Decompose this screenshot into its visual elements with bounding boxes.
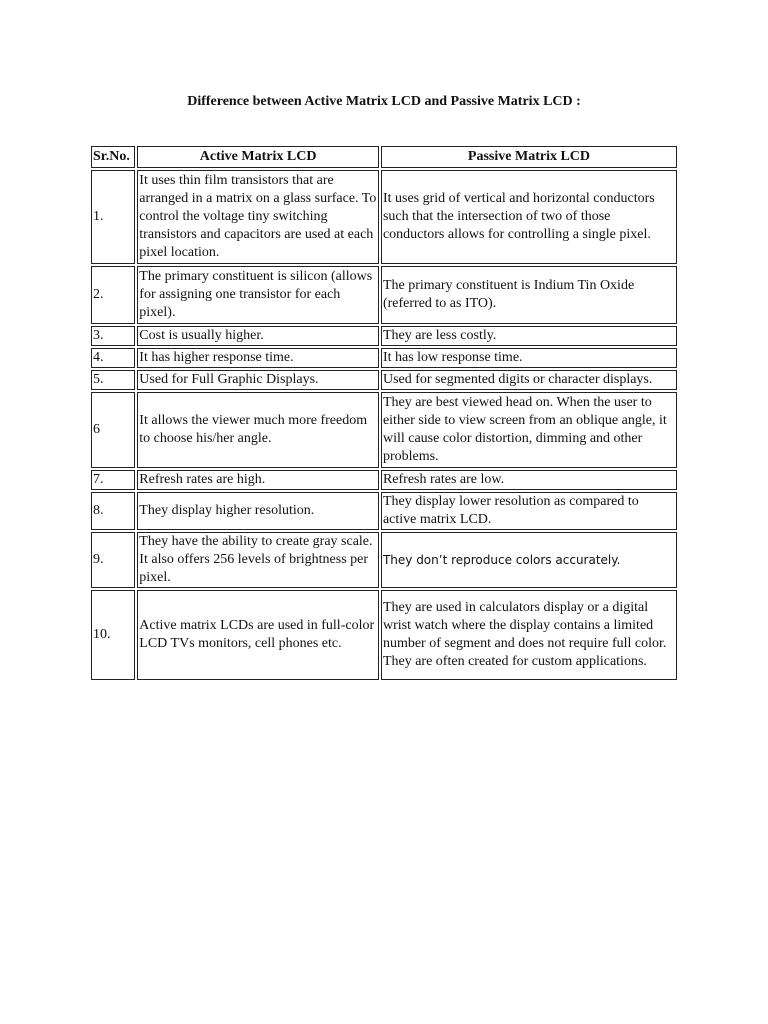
table-row bbox=[91, 470, 677, 490]
row-number: 9. bbox=[91, 532, 135, 588]
passive-cell: They are used in calculators display or a digital wrist watch where the display contains a limited number of segment and does not require full color. They are often created for custom applications. bbox=[381, 590, 677, 680]
active-cell: The primary constituent is silicon (allows for assigning one transistor for each pixel). bbox=[137, 266, 379, 324]
row-number: 10. bbox=[91, 590, 135, 680]
table-row bbox=[91, 532, 677, 588]
active-cell: It uses thin film transistors that are arranged in a matrix on a glass surface. To control the voltage tiny switching transistors and capacitors are used at each pixel location. bbox=[137, 170, 379, 264]
passive-cell: It uses grid of vertical and horizontal conductors such that the intersection of two of those conductors allows for controlling a single pixel. bbox=[381, 170, 677, 264]
active-cell: They display higher resolution. bbox=[137, 492, 379, 530]
active-cell: Refresh rates are high. bbox=[137, 470, 379, 490]
passive-cell: Refresh rates are low. bbox=[381, 470, 677, 490]
active-cell: They have the ability to create gray scale. It also offers 256 levels of brightness per pixel. bbox=[137, 532, 379, 588]
header-passive-matrix: Passive Matrix LCD bbox=[381, 146, 677, 168]
passive-cell: They don’t reproduce colors accurately. bbox=[381, 532, 677, 588]
active-cell: Cost is usually higher. bbox=[137, 326, 379, 346]
passive-cell: They display lower resolution as compared to active matrix LCD. bbox=[381, 492, 677, 530]
passive-cell: The primary constituent is Indium Tin Oxide (referred to as ITO). bbox=[381, 266, 677, 324]
passive-cell: It has low response time. bbox=[381, 348, 677, 368]
table-header-row bbox=[91, 146, 677, 168]
row-number: 1. bbox=[91, 170, 135, 264]
table-row bbox=[91, 590, 677, 680]
row-number: 3. bbox=[91, 326, 135, 346]
table-row bbox=[91, 326, 677, 346]
passive-cell: Used for segmented digits or character displays. bbox=[381, 370, 677, 390]
active-cell: Used for Full Graphic Displays. bbox=[137, 370, 379, 390]
active-cell: It allows the viewer much more freedom to choose his/her angle. bbox=[137, 392, 379, 468]
table-row bbox=[91, 392, 677, 468]
page-title: Difference between Active Matrix LCD and Passive Matrix LCD : bbox=[187, 94, 581, 109]
passive-cell: They are best viewed head on. When the user to either side to view screen from an oblique angle, it will cause color distortion, dimming and other problems. bbox=[381, 392, 677, 468]
header-sr-no: Sr.No. bbox=[91, 146, 135, 168]
header-active-matrix: Active Matrix LCD bbox=[137, 146, 379, 168]
row-number: 4. bbox=[91, 348, 135, 368]
table-row bbox=[91, 348, 677, 368]
active-cell: Active matrix LCDs are used in full-color LCD TVs monitors, cell phones etc. bbox=[137, 590, 379, 680]
row-number: 7. bbox=[91, 470, 135, 490]
table-row bbox=[91, 266, 677, 324]
active-cell: It has higher response time. bbox=[137, 348, 379, 368]
table-row bbox=[91, 170, 677, 264]
row-number: 2. bbox=[91, 266, 135, 324]
table-row bbox=[91, 370, 677, 390]
comparison-table bbox=[89, 144, 679, 682]
row-number: 6 bbox=[91, 392, 135, 468]
row-number: 5. bbox=[91, 370, 135, 390]
passive-cell: They are less costly. bbox=[381, 326, 677, 346]
table-row bbox=[91, 492, 677, 530]
row-number: 8. bbox=[91, 492, 135, 530]
